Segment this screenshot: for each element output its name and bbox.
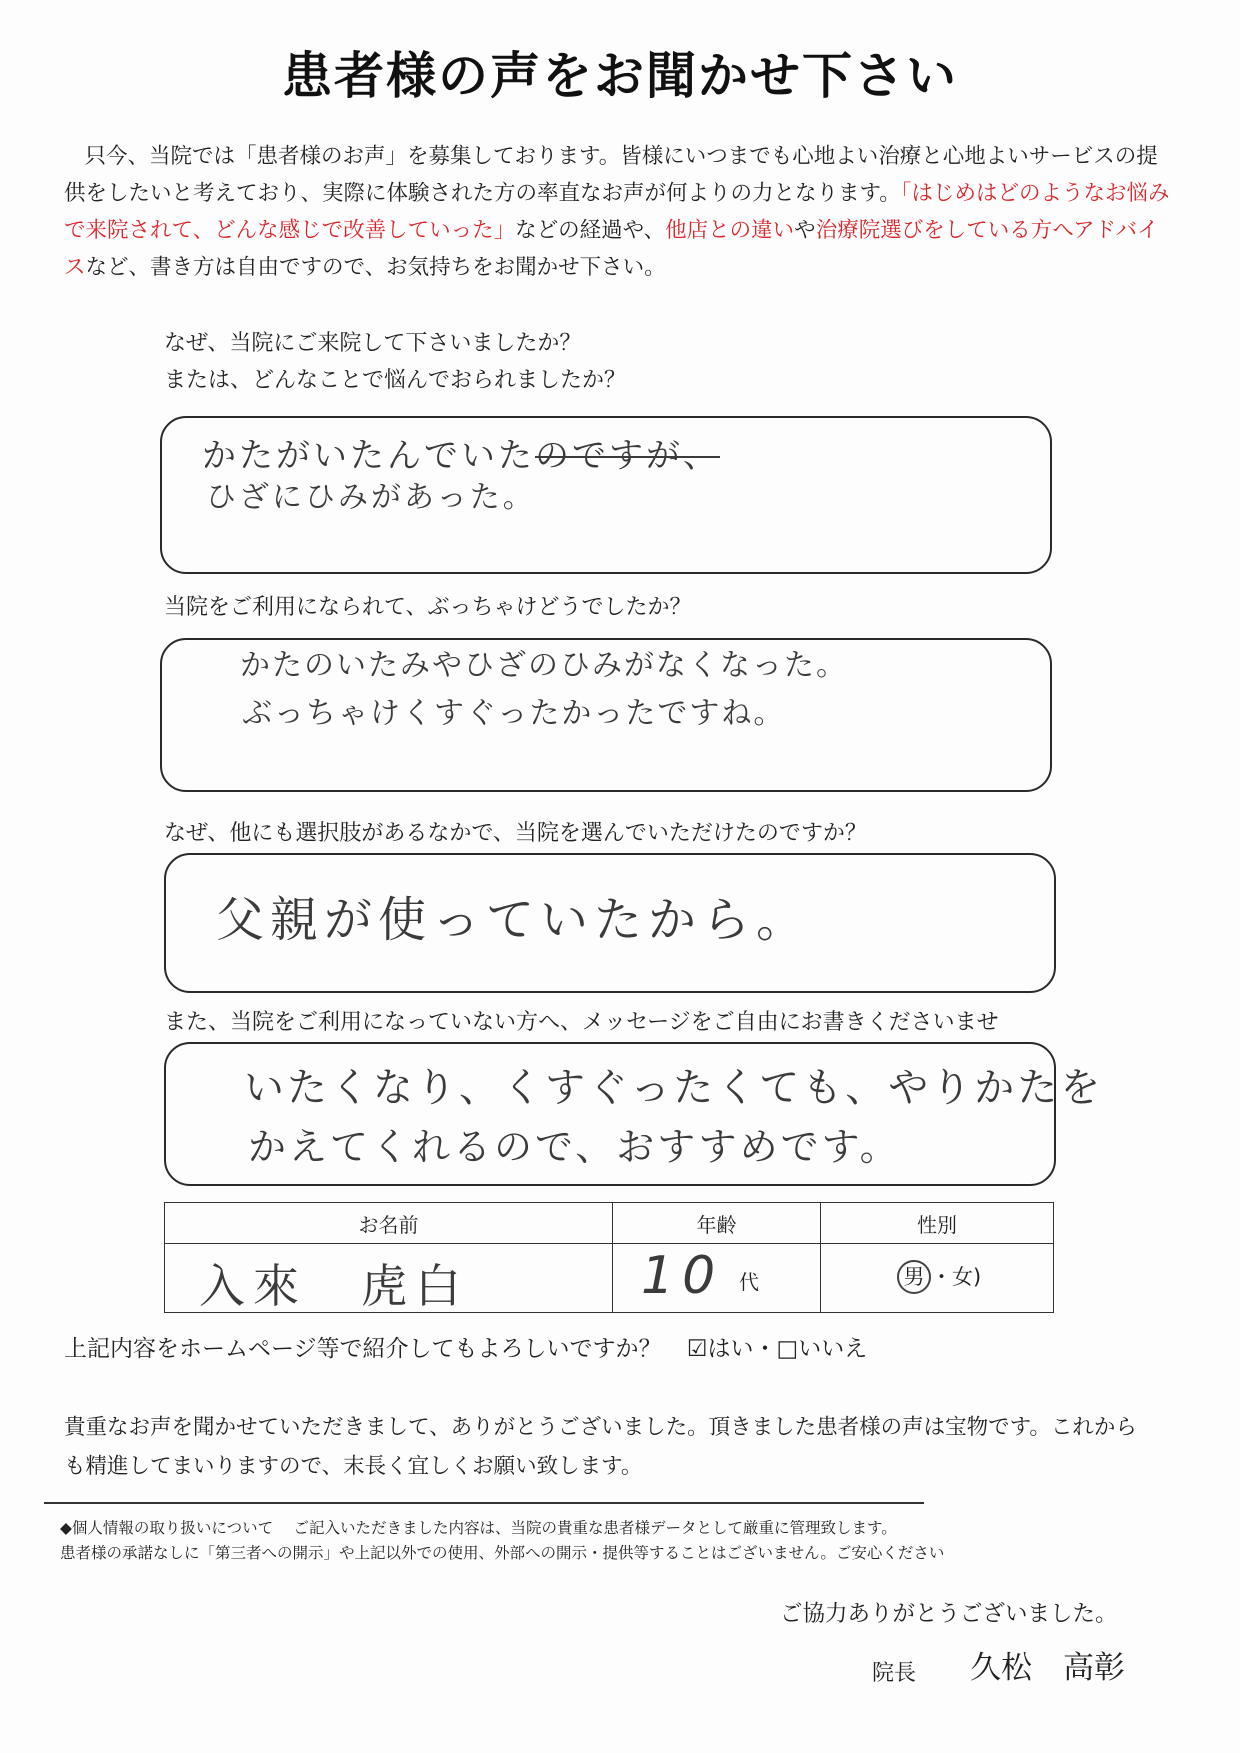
consent-question: 上記内容をホームページ等で紹介してもよろしいですか？ [64,1336,662,1362]
age-cell [613,1244,821,1313]
answer-4-line1: いたくなり、くすぐったくても、やりかたを [244,1065,1104,1111]
answer-4-line2: かえてくれるので、おすすめです。 [248,1125,901,1169]
question-1-line2: または、どんなことで悩んでおられましたか？ [164,368,627,393]
header-gender: 性別 [821,1203,1054,1244]
answer-1-line1 [202,428,720,477]
thanks-line1: 貴重なお声を聞かせていただきまして、ありがとうございました。頂きました患者様の声は宝物です。これから [64,1415,1137,1440]
privacy-line2: 患者様の承諾なしに「第三者への開示」や上記以外での使用、外部への開示・提供等することはございません。ご安心ください [60,1544,945,1562]
header-age: 年齢 [613,1203,821,1244]
thanks-line2: も精進してまいりますので、末長く宜しくお願い致します。 [64,1454,643,1479]
intro-part4: など、書き方は自由ですので、お気持ちをお聞かせ下さい。 [85,255,666,280]
answer-3: 父親が使っていたから。 [216,892,811,948]
patient-age: 10 [641,1246,724,1306]
gender-female: 女 [952,1265,973,1289]
privacy-line1: ◆個人情報の取り扱いについて ご記入いただきました内容は、当院の貴重な患者様データとして厳重に管理致します。 [60,1519,897,1537]
gender-male-circled: 男 [897,1260,931,1294]
answer-1-line2: ひざにひみがあった。 [206,480,536,515]
consent-line [64,1330,867,1363]
consent-yes-label: はい [707,1336,754,1362]
intro-part3: や [794,218,816,243]
intro-part2: などの経過や、 [515,218,666,243]
answer-1-strikethrough: のですが、 [535,436,720,476]
question-1-line1: なぜ、当院にご来院して下さいましたか？ [164,331,582,356]
age-suffix: 代 [739,1270,759,1294]
answer-box-1 [160,416,1052,574]
intro-red1: 「はじめはどのようなお悩みで来院されて、どんな感じで改善していった」 [64,181,1170,243]
intro-text [64,138,1174,286]
consent-yes-checkbox[interactable]: ☑ [686,1336,708,1362]
patient-info-table [164,1202,1054,1313]
patient-name: 入來 虎白 [199,1259,469,1313]
gender-options [897,1260,981,1294]
intro-red3: 治療院選びをしている方へアドバイス [64,218,1159,280]
answer-2-line1: かたのいたみやひざのひみがなくなった。 [240,648,848,683]
answer-2-line2: ぶっちゃけくすぐったかったですね。 [242,696,786,731]
signature-name: 久松 高彰 [970,1650,1125,1686]
answer-box-2 [160,638,1052,792]
answer-1-text: かたがいたんでいた [202,436,535,476]
question-3: なぜ、他にも選択肢があるなかで、当院を選んでいただけたのですか？ [164,821,867,846]
gender-close-paren: ) [973,1265,982,1289]
answer-box-4 [164,1042,1104,1186]
consent-no-label: いいえ [798,1336,868,1362]
closing-text: ご協力ありがとうございました。 [780,1601,1118,1627]
consent-no-checkbox[interactable]: □ [776,1336,799,1362]
question-2: 当院をご利用になられて、ぶっちゃけどうでしたか？ [164,595,692,620]
consent-separator: ・ [753,1336,777,1362]
answer-box-3 [164,853,1056,993]
gender-cell [821,1244,1054,1313]
intro-red2: 他店との違い [665,218,795,243]
divider [44,1502,924,1504]
intro-part1: 只今、当院では「患者様のお声」を募集しております。皆様にいつまでも心地よい治療と心地よいサービスの提供をしたいと考えており、実際に体験された方の率直なお声が何よりの力となります。 [64,144,1158,206]
header-name: お名前 [165,1203,613,1244]
name-cell [165,1244,613,1313]
signature-role: 院長 [872,1661,917,1686]
page-title: 患者様の声をお聞かせ下さい [282,47,958,105]
question-4: また、当院をご利用になっていない方へ、メッセージをご自由にお書きくださいませ [164,1010,999,1035]
gender-separator: ・ [931,1265,952,1289]
